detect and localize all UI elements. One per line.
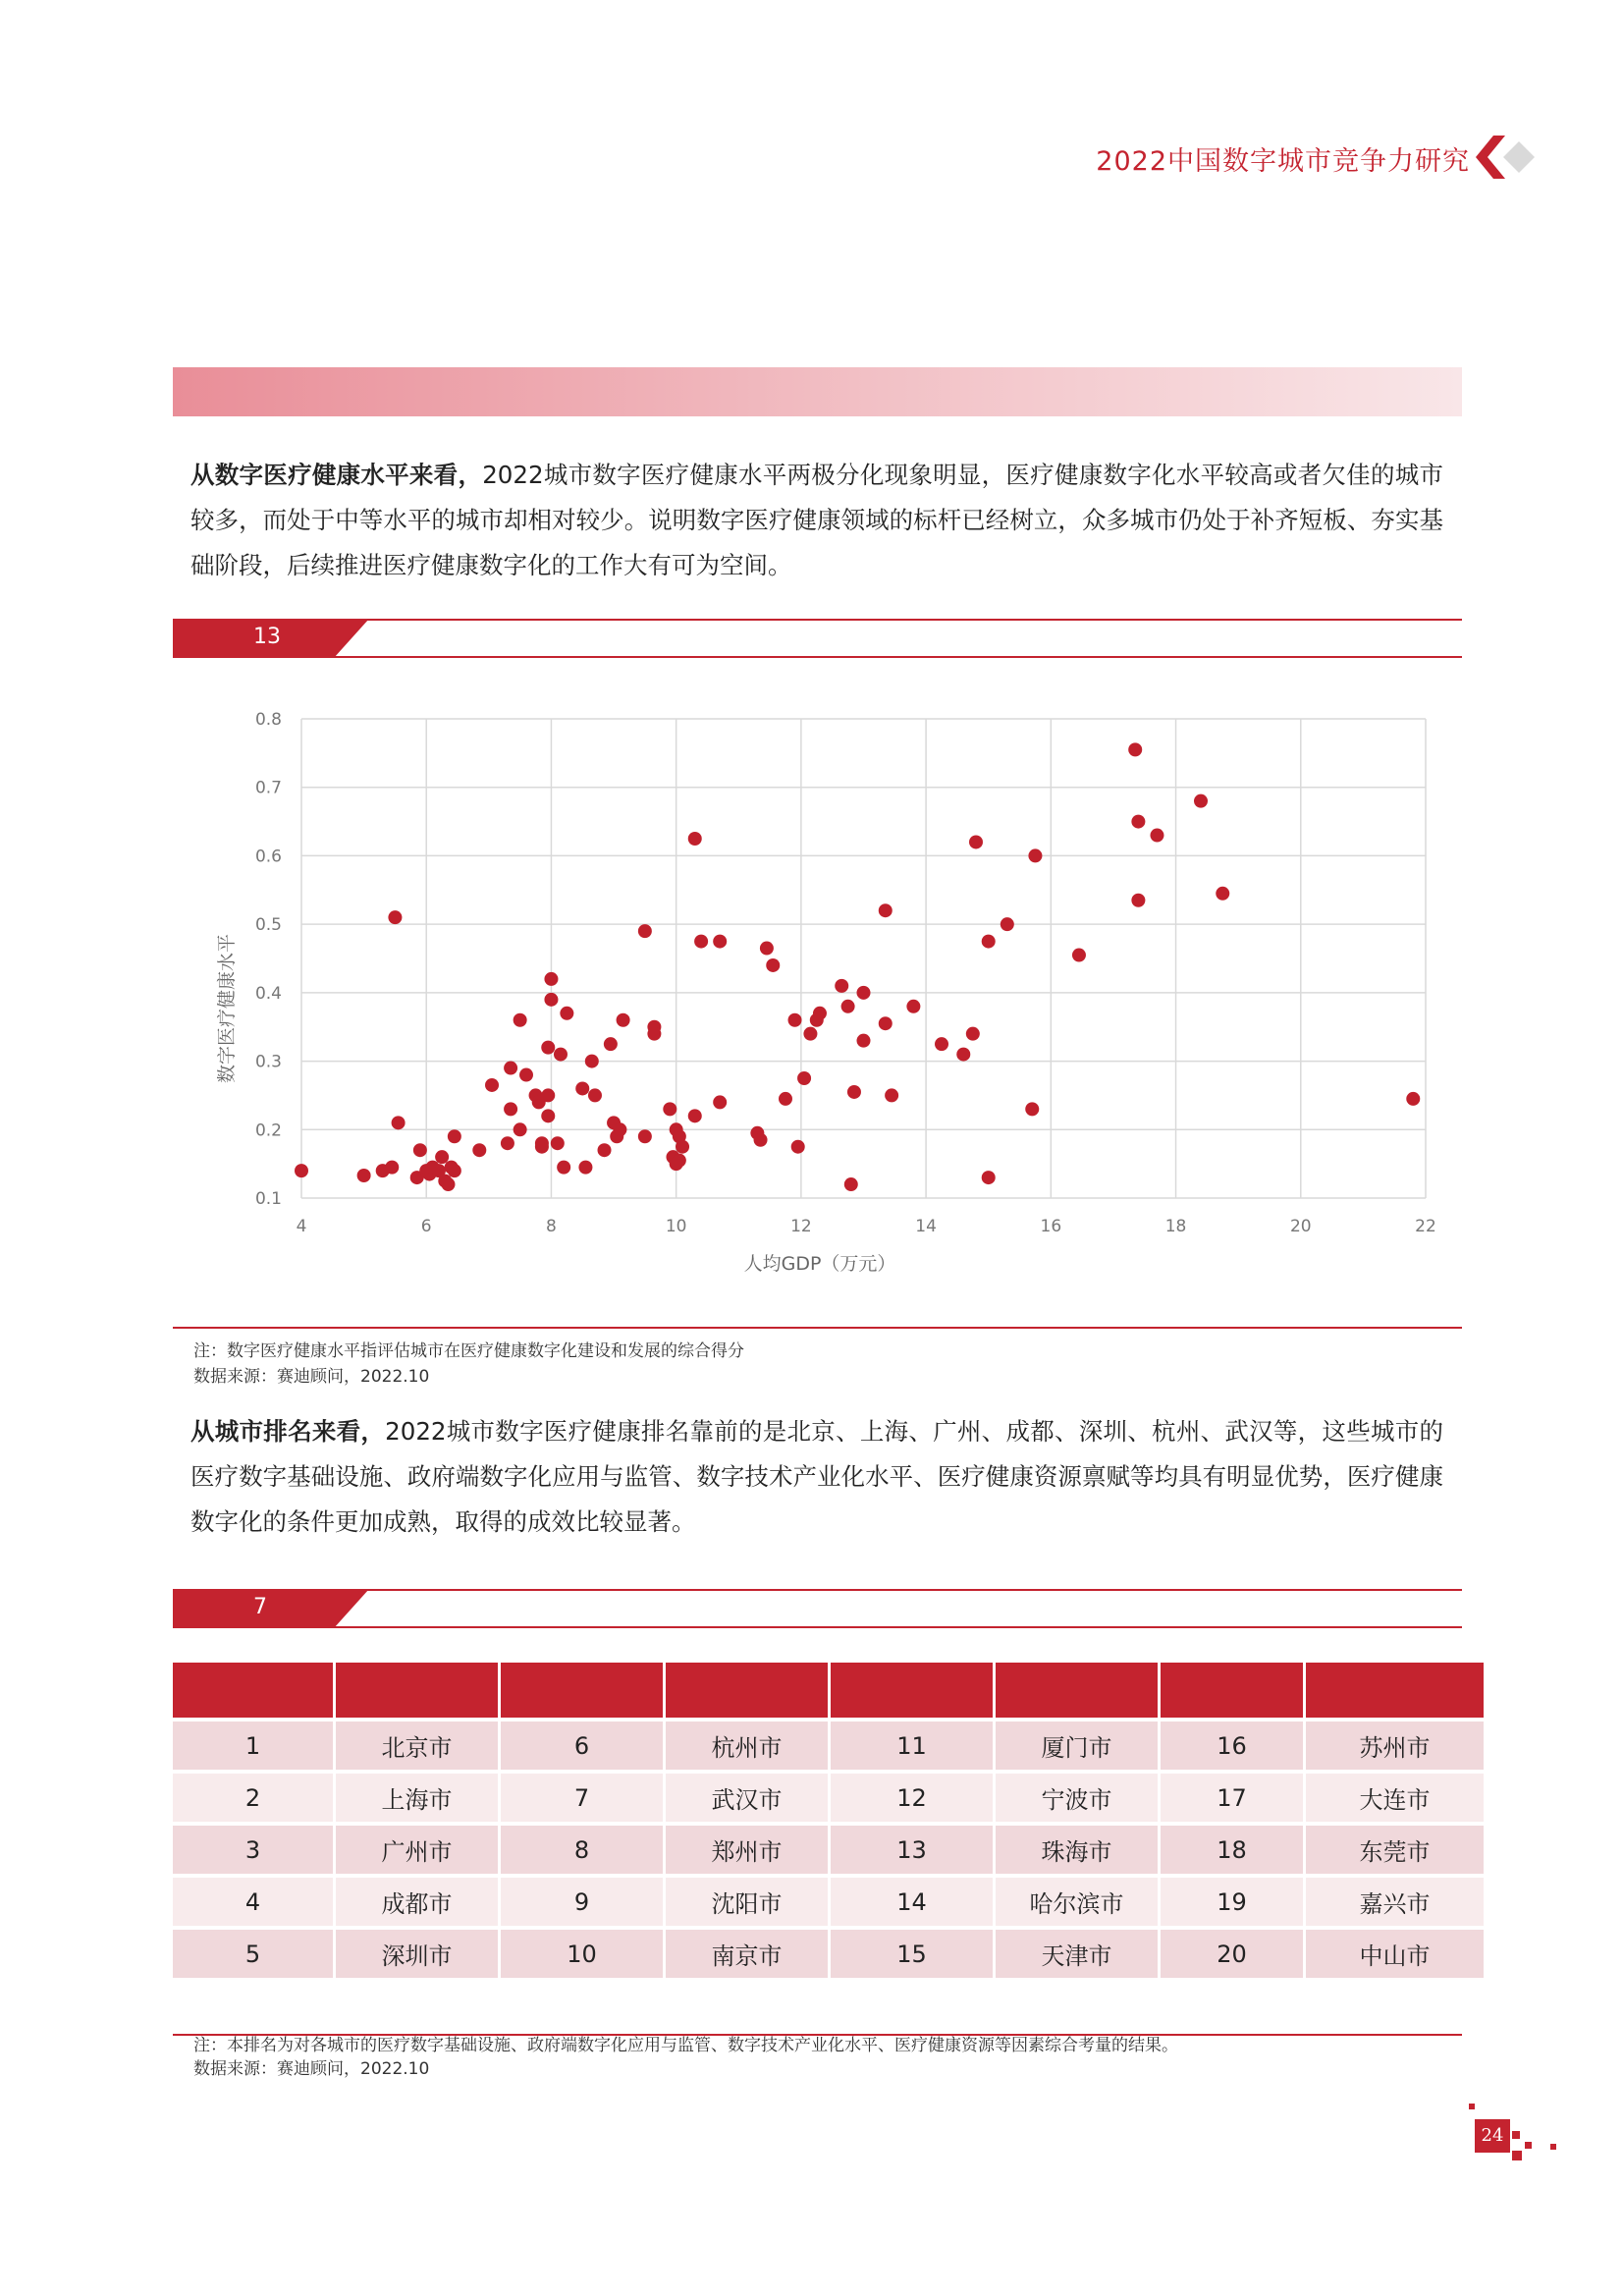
page-number: 24 bbox=[1475, 2119, 1510, 2153]
chart-grid bbox=[301, 719, 1426, 1198]
scatter-point bbox=[713, 1095, 727, 1109]
decor-dot bbox=[1550, 2144, 1556, 2150]
decor-dot bbox=[1512, 2151, 1522, 2160]
paragraph-body: 2022城市数字医疗健康水平两极分化现象明显，医疗健康数字化水平较高或者欠佳的城市较多，而处于中等水平的城市却相对较少。说明数字医疗健康领域的标杆已经树立，众多城市仍处于补齐短板、夯实基础阶段，后续推进医疗健康数字化的工作大有可为空间。 bbox=[190, 461, 1443, 579]
scatter-point bbox=[441, 1177, 455, 1191]
table-row bbox=[173, 1930, 1484, 1978]
city-cell: 哈尔滨市 bbox=[996, 1878, 1158, 1926]
decor-dot bbox=[1469, 2104, 1475, 2109]
table-row bbox=[173, 1722, 1484, 1770]
scatter-point bbox=[847, 1085, 861, 1099]
figure-note bbox=[193, 1339, 744, 1390]
city-cell: 厦门市 bbox=[996, 1722, 1158, 1770]
x-tick-label: 8 bbox=[546, 1217, 557, 1236]
scatter-point bbox=[504, 1102, 517, 1116]
rank-cell: 3 bbox=[173, 1826, 333, 1874]
scatter-point bbox=[541, 1109, 555, 1122]
ranking-table bbox=[170, 1659, 1487, 1982]
city-cell: 嘉兴市 bbox=[1306, 1878, 1484, 1926]
scatter-point bbox=[673, 1154, 686, 1168]
city-cell: 广州市 bbox=[336, 1826, 498, 1874]
scatter-point bbox=[295, 1164, 308, 1177]
x-tick-label: 4 bbox=[296, 1217, 307, 1236]
scatter-point bbox=[448, 1164, 461, 1177]
scatter-point bbox=[647, 1027, 661, 1041]
scatter-point bbox=[638, 1129, 652, 1143]
scatter-point bbox=[688, 832, 702, 846]
scatter-point bbox=[694, 935, 708, 949]
city-cell: 北京市 bbox=[336, 1722, 498, 1770]
rank-cell: 16 bbox=[1161, 1722, 1303, 1770]
chevron-logo-icon bbox=[1476, 132, 1535, 183]
rank-cell: 4 bbox=[173, 1878, 333, 1926]
scatter-point bbox=[448, 1129, 461, 1143]
scatter-point bbox=[835, 979, 848, 993]
scatter-point bbox=[472, 1143, 486, 1157]
scatter-point bbox=[1025, 1102, 1039, 1116]
rank-cell: 13 bbox=[831, 1826, 993, 1874]
rank-cell: 14 bbox=[831, 1878, 993, 1926]
y-tick-label: 0.4 bbox=[254, 983, 282, 1004]
scatter-point bbox=[541, 1088, 555, 1102]
y-tick-label: 0.1 bbox=[254, 1189, 282, 1209]
rank-cell: 15 bbox=[831, 1930, 993, 1978]
y-tick-label: 0.2 bbox=[254, 1121, 282, 1141]
table-number: 7 bbox=[253, 1595, 267, 1619]
x-tick-label: 10 bbox=[665, 1217, 687, 1236]
scatter-point bbox=[514, 1013, 527, 1027]
paragraph-lead: 从城市排名来看， bbox=[190, 1417, 386, 1446]
rank-cell: 1 bbox=[173, 1722, 333, 1770]
scatter-point bbox=[982, 1171, 996, 1184]
scatter-point bbox=[501, 1136, 514, 1150]
scatter-point bbox=[935, 1037, 948, 1051]
scatter-point bbox=[663, 1102, 676, 1116]
figure-source-text: 数据来源：赛迪顾问，2022.10 bbox=[193, 1367, 430, 1387]
table-note-text: 注：本排名为对各城市的医疗数字基础设施、政府端数字化应用与监管、数字技术产业化水平、医疗健康资源等因素综合考量的结果。 bbox=[193, 2036, 1178, 2055]
city-cell: 杭州市 bbox=[666, 1722, 828, 1770]
header-cell bbox=[501, 1663, 663, 1718]
scatter-point bbox=[385, 1161, 399, 1175]
rank-cell: 5 bbox=[173, 1930, 333, 1978]
y-tick-label: 0.3 bbox=[254, 1052, 282, 1072]
paragraph-body: 2022城市数字医疗健康排名靠前的是北京、上海、广州、成都、深圳、杭州、武汉等，这些城市的医疗数字基础设施、政府端数字化应用与监管、数字技术产业化水平、医疗健康资源禀赋等均具有明显优势，医疗健康数字化的条件更加成熟，取得的成效比较显著。 bbox=[190, 1417, 1443, 1536]
scatter-point bbox=[841, 1000, 855, 1013]
x-tick-label: 20 bbox=[1289, 1217, 1312, 1236]
scatter-point bbox=[435, 1150, 449, 1164]
rank-cell: 19 bbox=[1161, 1878, 1303, 1926]
scatter-point bbox=[357, 1169, 371, 1182]
y-tick-label: 0.7 bbox=[254, 778, 282, 798]
scatter-point bbox=[604, 1037, 618, 1051]
scatter-point bbox=[485, 1078, 499, 1092]
table-caption-bar bbox=[173, 1589, 1462, 1628]
scatter-chart bbox=[173, 678, 1462, 1306]
scatter-point bbox=[578, 1161, 592, 1175]
scatter-point bbox=[588, 1088, 602, 1102]
x-tick-label: 14 bbox=[915, 1217, 937, 1236]
scatter-point bbox=[1406, 1092, 1420, 1106]
scatter-point bbox=[551, 1136, 565, 1150]
scatter-point bbox=[1072, 949, 1086, 962]
table-note bbox=[193, 2034, 1178, 2081]
rank-cell: 6 bbox=[501, 1722, 663, 1770]
city-cell: 成都市 bbox=[336, 1878, 498, 1926]
table-row bbox=[173, 1774, 1484, 1822]
figure-number: 13 bbox=[253, 625, 281, 649]
scatter-point bbox=[676, 1140, 689, 1154]
figure-note-text: 注：数字医疗健康水平指评估城市在医疗健康数字化建设和发展的综合得分 bbox=[193, 1341, 744, 1361]
x-tick-labels bbox=[297, 1217, 1436, 1236]
scatter-point bbox=[754, 1133, 768, 1147]
scatter-point bbox=[688, 1109, 702, 1122]
scatter-point bbox=[575, 1081, 589, 1095]
x-tick-label: 18 bbox=[1164, 1217, 1187, 1236]
scatter-point bbox=[1216, 887, 1229, 901]
city-cell: 深圳市 bbox=[336, 1930, 498, 1978]
scatter-point bbox=[1001, 917, 1014, 931]
scatter-point bbox=[1028, 848, 1042, 862]
scatter-point bbox=[879, 903, 893, 917]
scatter-point bbox=[560, 1007, 573, 1020]
scatter-point bbox=[885, 1088, 898, 1102]
city-cell: 天津市 bbox=[996, 1930, 1158, 1978]
scatter-point bbox=[519, 1068, 533, 1082]
scatter-point bbox=[557, 1161, 570, 1175]
rank-cell: 17 bbox=[1161, 1774, 1303, 1822]
scatter-point bbox=[617, 1013, 630, 1027]
running-header-title: 2022中国数字城市竞争力研究 bbox=[1096, 146, 1470, 177]
rank-cell: 8 bbox=[501, 1826, 663, 1874]
scatter-point bbox=[779, 1092, 792, 1106]
scatter-point bbox=[857, 1034, 871, 1048]
x-tick-label: 6 bbox=[420, 1217, 432, 1236]
table-row bbox=[173, 1826, 1484, 1874]
scatter-point bbox=[613, 1122, 626, 1136]
scatter-point bbox=[1128, 742, 1142, 756]
table-source-text: 数据来源：赛迪顾问，2022.10 bbox=[193, 2059, 430, 2079]
scatter-point bbox=[554, 1048, 568, 1062]
paragraph-lead: 从数字医疗健康水平来看， bbox=[190, 461, 483, 489]
x-tick-label: 16 bbox=[1040, 1217, 1062, 1236]
y-tick-labels bbox=[255, 710, 282, 1209]
header-cell bbox=[996, 1663, 1158, 1718]
table-row bbox=[173, 1878, 1484, 1926]
rank-cell: 7 bbox=[501, 1774, 663, 1822]
header-cell bbox=[1161, 1663, 1303, 1718]
scatter-point bbox=[760, 942, 774, 956]
city-cell: 沈阳市 bbox=[666, 1878, 828, 1926]
data-points bbox=[295, 742, 1420, 1191]
scatter-point bbox=[982, 935, 996, 949]
city-cell: 珠海市 bbox=[996, 1826, 1158, 1874]
y-tick-label: 0.6 bbox=[254, 847, 282, 867]
rank-cell: 20 bbox=[1161, 1930, 1303, 1978]
scatter-point bbox=[788, 1013, 802, 1027]
scatter-point bbox=[1131, 815, 1145, 829]
scatter-point bbox=[766, 958, 780, 972]
city-cell: 大连市 bbox=[1306, 1774, 1484, 1822]
scatter-point bbox=[413, 1143, 427, 1157]
scatter-point bbox=[879, 1016, 893, 1030]
decor-dot bbox=[1525, 2142, 1532, 2149]
scatter-point bbox=[956, 1048, 970, 1062]
scatter-point bbox=[844, 1177, 858, 1191]
scatter-point bbox=[1194, 794, 1208, 808]
scatter-point bbox=[504, 1062, 517, 1075]
city-cell: 南京市 bbox=[666, 1930, 828, 1978]
y-tick-label: 0.8 bbox=[254, 710, 282, 730]
scatter-point bbox=[713, 935, 727, 949]
paragraph-city-ranking bbox=[190, 1409, 1443, 1545]
section-heading-band bbox=[173, 367, 1462, 416]
city-cell: 东莞市 bbox=[1306, 1826, 1484, 1874]
header-cell bbox=[173, 1663, 333, 1718]
header-cell bbox=[666, 1663, 828, 1718]
city-cell: 上海市 bbox=[336, 1774, 498, 1822]
figure-caption-bar bbox=[173, 619, 1462, 658]
scatter-point bbox=[388, 910, 402, 924]
rank-cell: 10 bbox=[501, 1930, 663, 1978]
scatter-point bbox=[598, 1143, 612, 1157]
rank-cell: 9 bbox=[501, 1878, 663, 1926]
scatter-point bbox=[544, 993, 558, 1007]
y-tick-label: 0.5 bbox=[254, 915, 282, 936]
header-cell bbox=[336, 1663, 498, 1718]
scatter-point bbox=[1150, 829, 1163, 843]
scatter-point bbox=[1131, 894, 1145, 907]
scatter-point bbox=[541, 1041, 555, 1055]
scatter-point bbox=[966, 1027, 980, 1041]
rank-cell: 2 bbox=[173, 1774, 333, 1822]
y-axis-label: 数字医疗健康水平 bbox=[216, 933, 238, 1084]
scatter-point bbox=[797, 1071, 811, 1085]
city-cell: 郑州市 bbox=[666, 1826, 828, 1874]
scatter-point bbox=[638, 924, 652, 938]
rank-cell: 12 bbox=[831, 1774, 993, 1822]
scatter-point bbox=[969, 835, 983, 848]
scatter-point bbox=[791, 1140, 805, 1154]
city-cell: 中山市 bbox=[1306, 1930, 1484, 1978]
scatter-point bbox=[514, 1122, 527, 1136]
rank-cell: 18 bbox=[1161, 1826, 1303, 1874]
x-tick-label: 22 bbox=[1415, 1217, 1436, 1236]
x-tick-label: 12 bbox=[790, 1217, 812, 1236]
rank-cell: 11 bbox=[831, 1722, 993, 1770]
scatter-point bbox=[535, 1140, 549, 1154]
table-header-row bbox=[173, 1663, 1484, 1718]
scatter-point bbox=[585, 1055, 599, 1068]
scatter-point bbox=[857, 986, 871, 1000]
decor-dot bbox=[1512, 2131, 1520, 2139]
scatter-point bbox=[392, 1116, 406, 1129]
scatter-point bbox=[906, 1000, 920, 1013]
city-cell: 苏州市 bbox=[1306, 1722, 1484, 1770]
header-cell bbox=[1306, 1663, 1484, 1718]
scatter-point bbox=[813, 1007, 827, 1020]
figure-divider bbox=[173, 1327, 1462, 1329]
x-axis-label: 人均GDP（万元） bbox=[743, 1253, 896, 1275]
scatter-point bbox=[803, 1027, 817, 1041]
city-cell: 宁波市 bbox=[996, 1774, 1158, 1822]
header-cell bbox=[831, 1663, 993, 1718]
city-cell: 武汉市 bbox=[666, 1774, 828, 1822]
scatter-point bbox=[544, 972, 558, 986]
paragraph-digital-health-level bbox=[190, 453, 1443, 588]
